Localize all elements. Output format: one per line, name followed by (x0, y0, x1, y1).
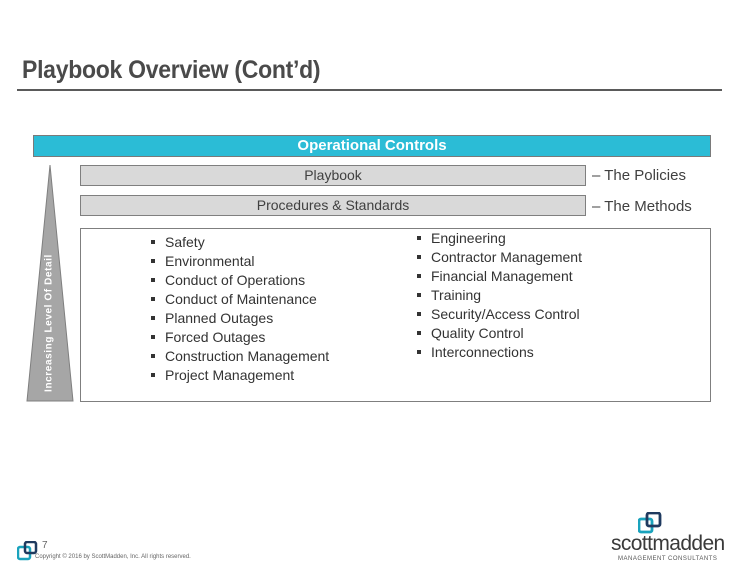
list-item: Security/Access Control (417, 305, 582, 324)
playbook-bar: Playbook (80, 165, 586, 186)
brand-tagline: MANAGEMENT CONSULTANTS (618, 556, 718, 562)
list-item: Safety (151, 233, 329, 252)
list-item: Training (417, 286, 582, 305)
page-title: Playbook Overview (Cont’d) (22, 56, 321, 84)
triangle-label: Increasing Level Of Detail (43, 254, 55, 392)
detail-box (80, 228, 711, 402)
list-item: Environmental (151, 252, 329, 271)
copyright-text: Copyright © 2016 by ScottMadden, Inc. All rights reserved. (35, 554, 191, 560)
list-item: Conduct of Maintenance (151, 290, 329, 309)
list-item: Engineering (417, 229, 582, 248)
list-item: Project Management (151, 366, 329, 385)
list-item: Planned Outages (151, 309, 329, 328)
page-number: 7 (42, 540, 48, 551)
operational-controls-bar: Operational Controls (33, 135, 711, 157)
left-item-list (151, 233, 329, 385)
list-item: Financial Management (417, 267, 582, 286)
procedures-standards-bar: Procedures & Standards (80, 195, 586, 216)
right-item-list (417, 229, 582, 362)
brand-wordmark: scottmadden (611, 532, 725, 555)
list-item: Conduct of Operations (151, 271, 329, 290)
list-item: Forced Outages (151, 328, 329, 347)
title-divider (17, 89, 722, 91)
methods-note: – The Methods (592, 198, 692, 215)
list-item: Contractor Management (417, 248, 582, 267)
list-item: Quality Control (417, 324, 582, 343)
list-item: Construction Management (151, 347, 329, 366)
list-item: Interconnections (417, 343, 582, 362)
policies-note: – The Policies (592, 167, 686, 184)
